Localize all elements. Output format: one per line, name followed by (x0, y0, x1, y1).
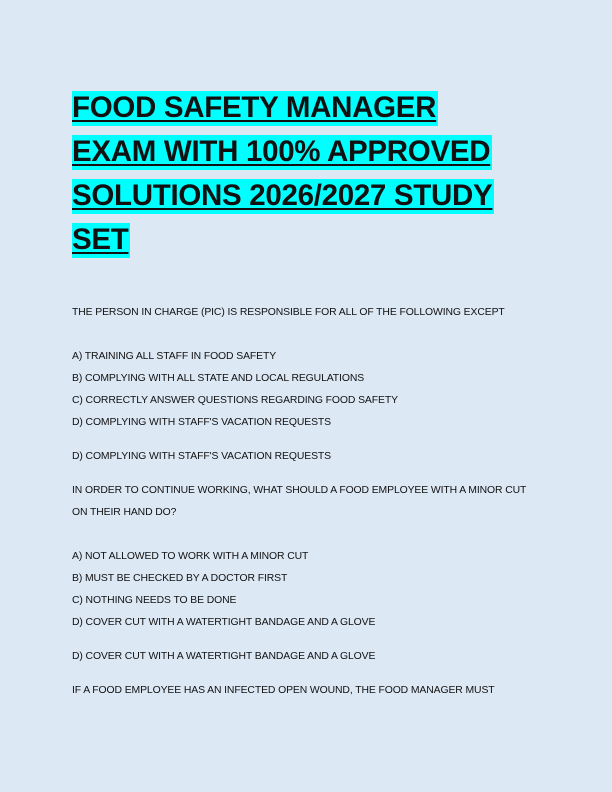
question-2-option-d: D) COVER CUT WITH A WATERTIGHT BANDAGE AND A GLOVE (72, 617, 376, 628)
question-2-option-b: B) MUST BE CHECKED BY A DOCTOR FIRST (72, 573, 288, 584)
title-line-3: SOLUTIONS 2026/2027 STUDY (72, 179, 493, 212)
title-line-2: EXAM WITH 100% APPROVED (72, 135, 491, 168)
question-2-option-a: A) NOT ALLOWED TO WORK WITH A MINOR CUT (72, 551, 309, 562)
question-1-option-b: B) COMPLYING WITH ALL STATE AND LOCAL REGULATIONS (72, 373, 365, 384)
question-1-answer: D) COMPLYING WITH STAFF'S VACATION REQUESTS (72, 451, 331, 462)
question-1-text: THE PERSON IN CHARGE (PIC) IS RESPONSIBLE FOR ALL OF THE FOLLOWING EXCEPT (72, 307, 505, 318)
question-2-answer: D) COVER CUT WITH A WATERTIGHT BANDAGE AND A GLOVE (72, 651, 376, 662)
title-line-1: FOOD SAFETY MANAGER (72, 91, 437, 124)
question-1-option-c: C) CORRECTLY ANSWER QUESTIONS REGARDING FOOD SAFETY (72, 395, 398, 406)
title-line-4: SET (72, 223, 129, 256)
question-1-option-a: A) TRAINING ALL STAFF IN FOOD SAFETY (72, 351, 277, 362)
question-2-text-line-1: IN ORDER TO CONTINUE WORKING, WHAT SHOULD A FOOD EMPLOYEE WITH A MINOR CUT (72, 485, 527, 496)
question-1-option-d: D) COMPLYING WITH STAFF'S VACATION REQUESTS (72, 417, 331, 428)
question-2-text-line-2: ON THEIR HAND DO? (72, 507, 177, 518)
question-3-text: IF A FOOD EMPLOYEE HAS AN INFECTED OPEN WOUND, THE FOOD MANAGER MUST (72, 685, 495, 696)
document-title (72, 86, 542, 262)
question-2-option-c: C) NOTHING NEEDS TO BE DONE (72, 595, 237, 606)
